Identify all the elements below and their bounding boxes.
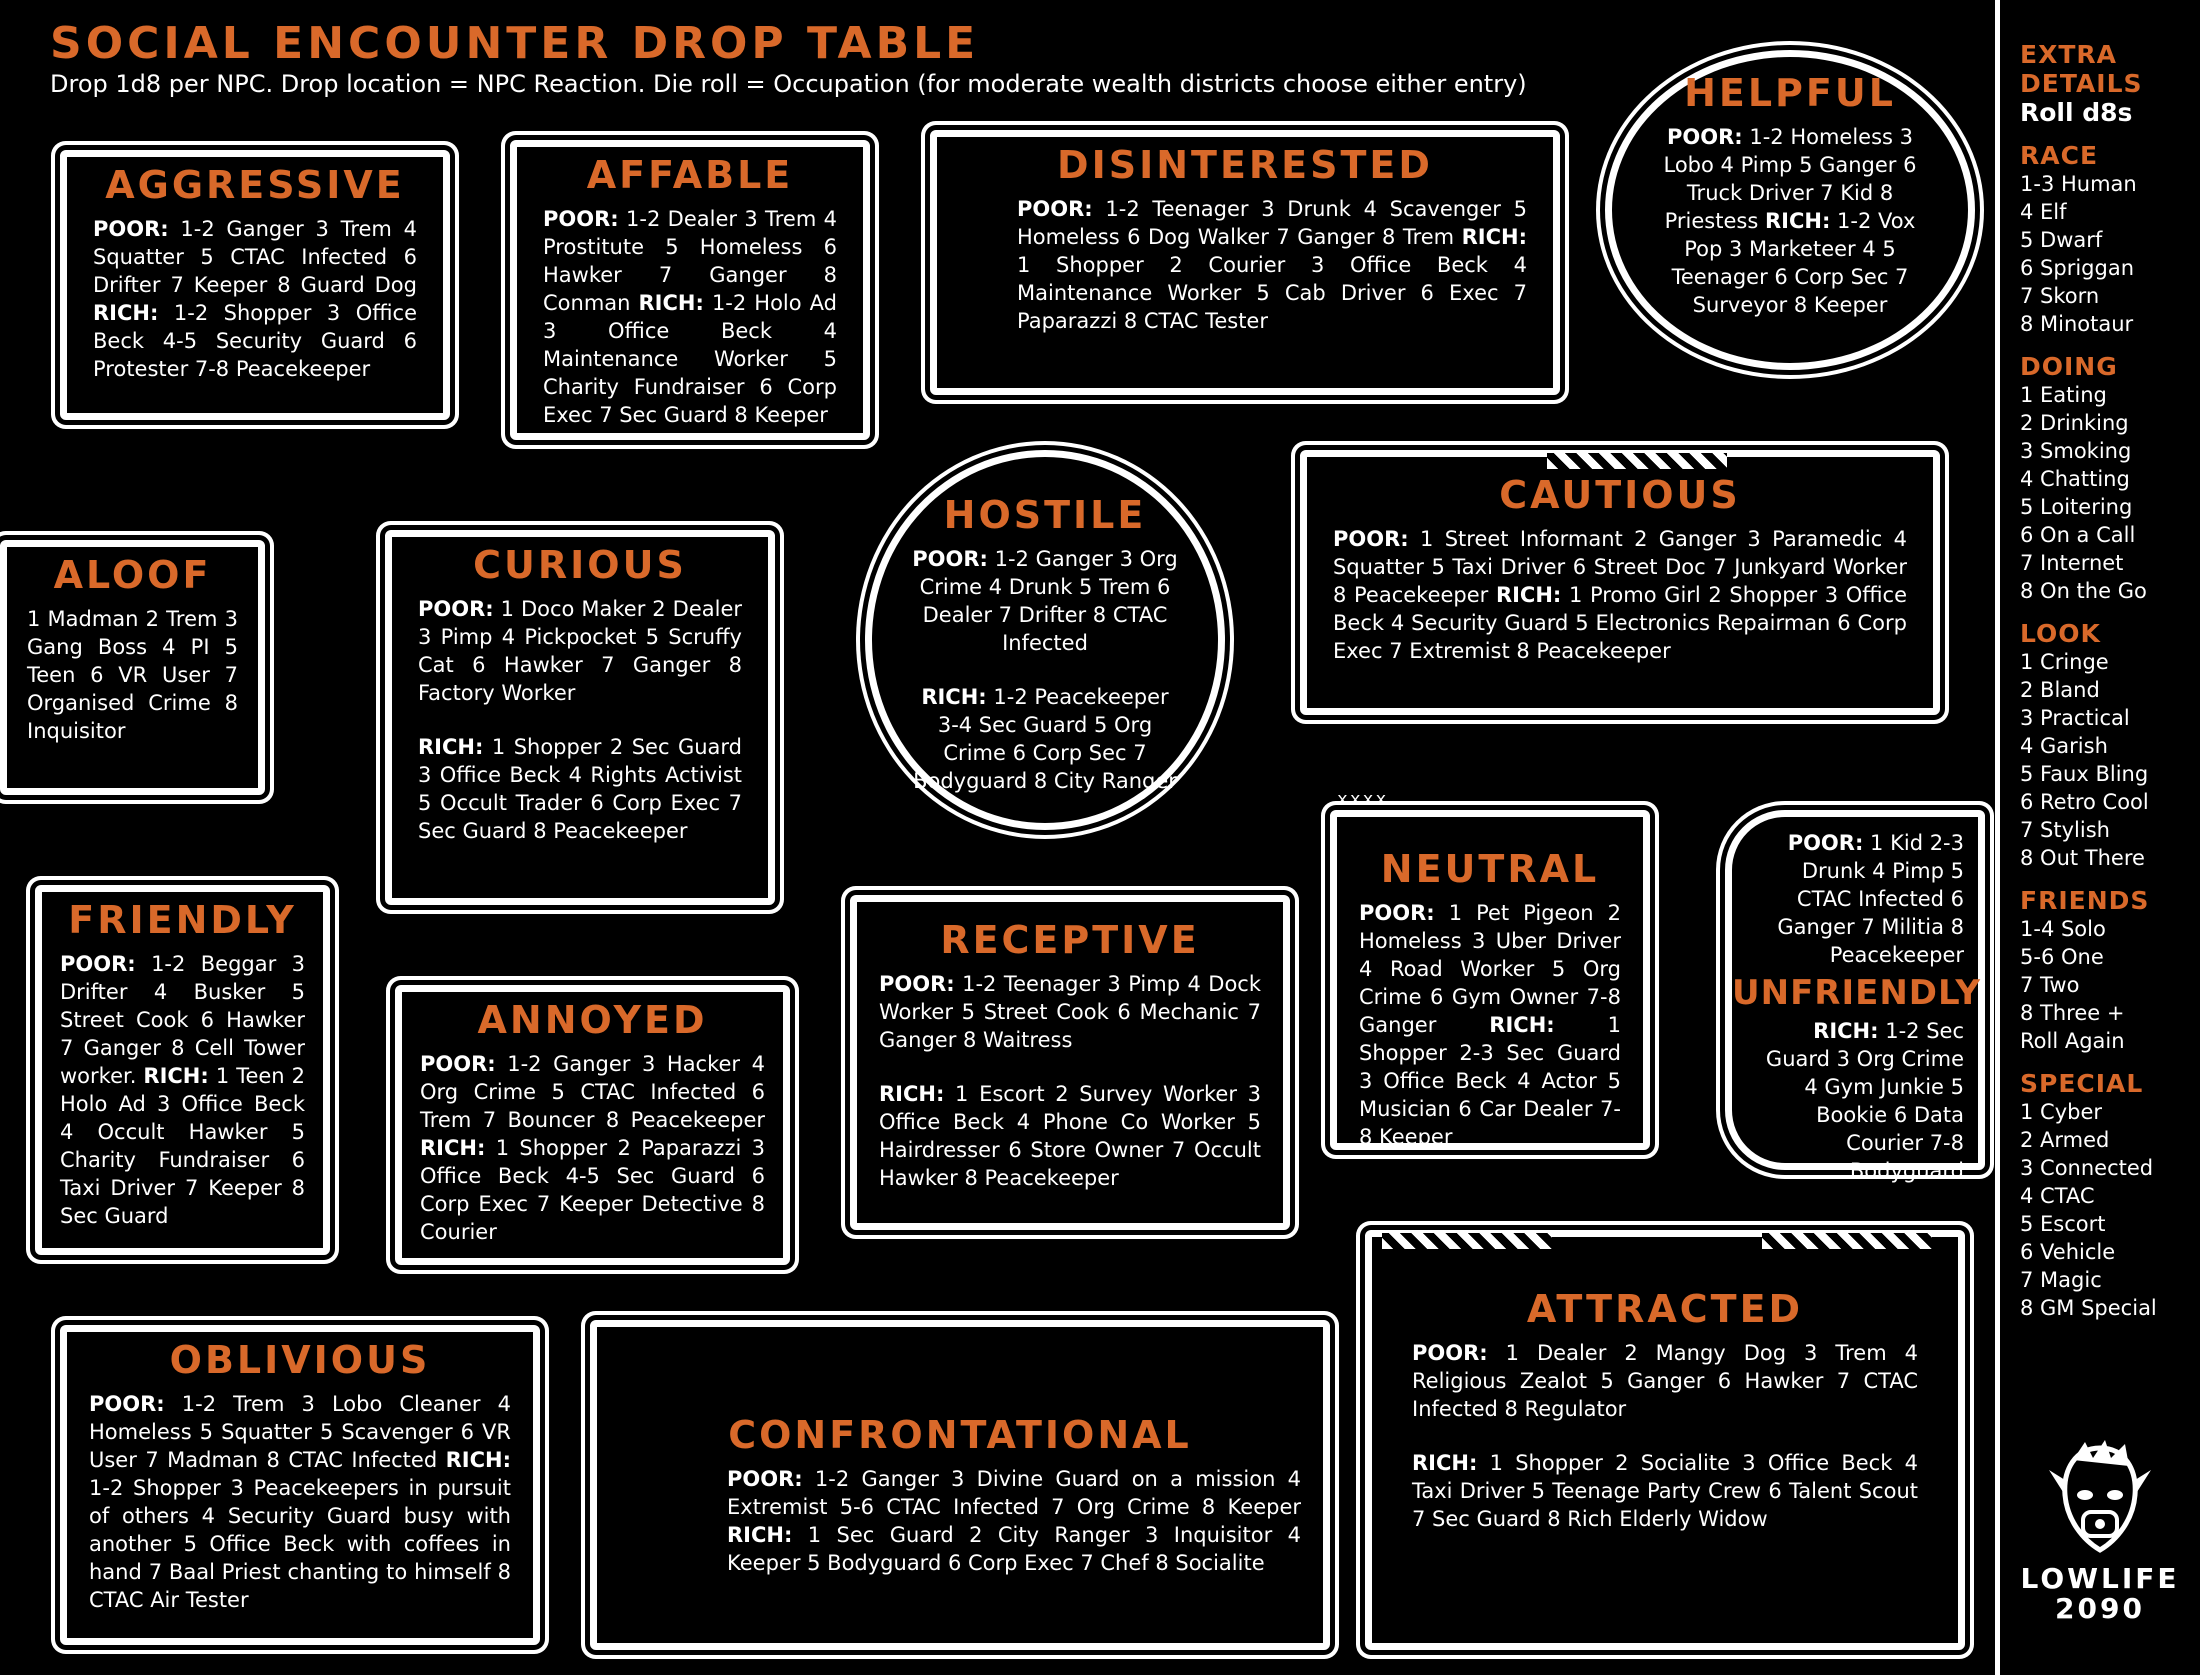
panel-title: RECEPTIVE <box>940 918 1200 962</box>
poor-label: POOR: <box>912 547 988 571</box>
panel-body <box>857 970 1283 1192</box>
rich-list: 1-2 Peacekeeper 3-4 Sec Guard 5 Org Crime 6 Corp Sec 7 Bodyguard 8 City Ranger <box>913 685 1177 793</box>
look-item: 6 Retro Cool <box>2020 790 2149 814</box>
friends-heading: FRIENDS <box>2020 886 2150 915</box>
panel-hostile <box>865 450 1225 830</box>
panel-friendly <box>35 885 330 1255</box>
panel-aggressive <box>60 150 450 420</box>
rich-label: RICH: <box>143 1064 209 1088</box>
panel-title: ANNOYED <box>477 998 708 1042</box>
poor-list: 1 Kid 2-3 Drunk 4 Pimp 5 CTAC Infected 6 Ganger 7 Militia 8 Peacekeeper <box>1777 831 1964 967</box>
race-item: 1-3 Human <box>2020 172 2137 196</box>
sidebar-divider <box>1995 0 2000 1675</box>
panel-body <box>402 1050 783 1246</box>
look-item: 2 Bland <box>2020 678 2100 702</box>
rich-label: RICH: <box>1489 1013 1555 1037</box>
rich-label: RICH: <box>879 1082 945 1106</box>
panel-title: HELPFUL <box>1684 71 1896 115</box>
special-item: 6 Vehicle <box>2020 1240 2116 1264</box>
rich-list: 1 Sec Guard 2 City Ranger 3 Inquisitor 4 Keeper 5 Bodyguard 6 Corp Exec 7 Chef 8 Socialite <box>727 1523 1301 1575</box>
doing-item: 1 Eating <box>2020 383 2107 407</box>
rich-label: RICH: <box>727 1523 793 1547</box>
race-item: 5 Dwarf <box>2020 228 2103 252</box>
panel-body <box>392 595 768 845</box>
rich-list: 1 Escort 2 Survey Worker 3 Office Beck 4 Phone Co Worker 5 Hairdresser 6 Store Owner 7 Occult Hawker 8 Peacekeeper <box>879 1082 1261 1190</box>
rich-label: RICH: <box>638 291 704 315</box>
poor-list: 1 Pet Pigeon 2 Homeless 3 Uber Driver 4 Road Worker 5 Org Crime 6 Gym Owner 7-8 Ganger <box>1359 901 1621 1037</box>
rich-label: RICH: <box>1495 583 1562 607</box>
rich-list: 1-2 Sec Guard 3 Org Crime 4 Gym Junkie 5 Bookie 6 Data Courier 7-8 Bodyguard <box>1765 1019 1964 1183</box>
page-title: SOCIAL ENCOUNTER DROP TABLE <box>50 18 980 69</box>
panel-title: UNFRIENDLY <box>1732 973 1982 1013</box>
poor-list: 1-2 Ganger 3 Org Crime 4 Drunk 5 Trem 6 Dealer 7 Drifter 8 CTAC Infected <box>919 547 1178 655</box>
panel-title: CONFRONTATIONAL <box>728 1413 1192 1457</box>
friends-item: 5-6 One <box>2020 945 2104 969</box>
doing-item: 3 Smoking <box>2020 439 2132 463</box>
poor-label: POOR: <box>1412 1341 1488 1365</box>
poor-label: POOR: <box>93 217 169 241</box>
panel-cautious <box>1300 450 1940 715</box>
aloof-list: 1 Madman 2 Trem 3 Gang Boss 4 PI 5 Teen 6 VR User 7 Organised Crime 8 Inquisitor <box>27 607 238 743</box>
panel-disinterested <box>930 130 1560 395</box>
panel-body <box>1307 525 1933 665</box>
panel-title: NEUTRAL <box>1380 847 1600 891</box>
panel-body <box>1337 899 1643 1151</box>
panel-unfriendly <box>1725 810 1985 1183</box>
poor-label: POOR: <box>1666 125 1743 149</box>
panel-body <box>42 950 323 1230</box>
panel-neutral <box>1330 789 1650 1150</box>
poor-list: 1-2 Ganger 3 Divine Guard on a mission 4 Extremist 5-6 CTAC Infected 7 Org Crime 8 Keeper <box>727 1467 1301 1519</box>
panel-body <box>517 205 863 429</box>
poor-list: 1-2 Beggar 3 Drifter 4 Busker 5 Street Cook 6 Hawker 7 Ganger 8 Cell Tower worker. <box>60 952 305 1088</box>
panel-title: CURIOUS <box>473 543 687 587</box>
poor-label: POOR: <box>879 972 955 996</box>
panel-body <box>872 545 1218 795</box>
panel-body-bottom <box>1732 1017 1978 1185</box>
rich-list: 1 Shopper 2 Paparazzi 3 Office Beck 4-5 Sec Guard 6 Corp Exec 7 Keeper Detective 8 Courier <box>420 1136 765 1244</box>
panel-attracted <box>1365 1230 1965 1650</box>
panel-aloof <box>0 540 265 795</box>
special-item: 8 GM Special <box>2020 1296 2157 1320</box>
special-item: 2 Armed <box>2020 1128 2110 1152</box>
poor-list: 1-2 Dealer 3 Trem 4 Prostitute 5 Homeless 6 Hawker 7 Ganger 8 Conman <box>543 207 837 315</box>
look-item: 7 Stylish <box>2020 818 2110 842</box>
look-item: 8 Out There <box>2020 846 2145 870</box>
doing-item: 2 Drinking <box>2020 411 2129 435</box>
poor-label: POOR: <box>1017 197 1093 221</box>
race-item: 7 Skorn <box>2020 284 2100 308</box>
race-item: 4 Elf <box>2020 200 2067 224</box>
hazard-stripe <box>1762 1233 1932 1249</box>
sidebar-heading-line1: EXTRA <box>2020 40 2118 69</box>
rich-list: 1 Promo Girl 2 Shopper 3 Office Beck 4 Security Guard 5 Electronics Repairman 6 Corp Exec 7 Extremist 8 Peacekeeper <box>1333 583 1907 663</box>
poor-label: POOR: <box>420 1052 496 1076</box>
hazard-stripe <box>1382 1233 1552 1249</box>
panel-title: ATTRACTED <box>1526 1287 1804 1331</box>
poor-label: POOR: <box>89 1392 165 1416</box>
poor-label: POOR: <box>418 597 494 621</box>
rich-label: RICH: <box>1412 1451 1478 1475</box>
panel-title: FRIENDLY <box>68 898 297 942</box>
panel-body-top <box>1732 817 1978 969</box>
panel-body <box>937 195 1553 335</box>
rich-label: RICH: <box>1813 1019 1879 1043</box>
poor-list: 1-2 Trem 3 Lobo Cleaner 4 Homeless 5 Squatter 5 Scavenger 6 VR User 7 Madman 8 CTAC Infected <box>89 1392 511 1472</box>
friends-item: 8 Three + <box>2020 1001 2125 1025</box>
doing-item: 7 Internet <box>2020 551 2124 575</box>
poor-label: POOR: <box>60 952 136 976</box>
doing-item: 8 On the Go <box>2020 579 2147 603</box>
rich-label: RICH: <box>93 301 159 325</box>
friends-item: Roll Again <box>2020 1029 2125 1053</box>
panel-body <box>67 1390 533 1614</box>
poor-list: 1-2 Homeless 3 Lobo 4 Pimp 5 Ganger 6 Truck Driver 7 Kid 8 Priestess <box>1663 125 1917 233</box>
panel-oblivious <box>60 1325 540 1645</box>
special-item: 3 Connected <box>2020 1156 2154 1180</box>
rich-list: 1 Shopper 2-3 Sec Guard 3 Office Beck 4 Actor 5 Musician 6 Car Dealer 7-8 Keeper <box>1359 1013 1621 1149</box>
rich-label: RICH: <box>418 735 484 759</box>
doing-item: 5 Loitering <box>2020 495 2133 519</box>
sidebar-heading-line2: DETAILS <box>2020 69 2143 98</box>
look-item: 5 Faux Bling <box>2020 762 2149 786</box>
sidebar-subheading: Roll d8s <box>2020 98 2133 127</box>
rich-list: 1-2 Vox Pop 3 Marketeer 4 5 Teenager 6 Corp Sec 7 Surveyor 8 Keeper <box>1671 209 1916 317</box>
lowlife-logo <box>2020 1440 2180 1624</box>
poor-list: 1 Dealer 2 Mangy Dog 3 Trem 4 Religious Zealot 5 Ganger 6 Hawker 7 CTAC Infected 8 Regulator <box>1412 1341 1918 1421</box>
rich-list: 1 Shopper 2 Sec Guard 3 Office Beck 4 Rights Activist 5 Occult Trader 6 Corp Exec 7 Sec Guard 8 Peacekeeper <box>418 735 743 843</box>
poor-label: POOR: <box>1787 831 1864 855</box>
poor-list: 1 Street Informant 2 Ganger 3 Paramedic 4 Squatter 5 Taxi Driver 6 Street Doc 7 Junkyard Worker 8 Peacekeeper <box>1333 527 1907 607</box>
panel-body <box>7 605 258 745</box>
panel-title: HOSTILE <box>943 493 1147 537</box>
extra-details-sidebar <box>2020 40 2190 1322</box>
rich-label: RICH: <box>1461 225 1527 249</box>
panel-body <box>67 215 443 383</box>
poor-list: 1-2 Teenager 3 Pimp 4 Dock Worker 5 Street Cook 6 Mechanic 7 Ganger 8 Waitress <box>879 972 1261 1052</box>
panel-title: AGGRESSIVE <box>105 163 405 207</box>
race-item: 8 Minotaur <box>2020 312 2134 336</box>
special-item: 4 CTAC <box>2020 1184 2095 1208</box>
hazard-stripe <box>1547 453 1727 469</box>
look-item: 4 Garish <box>2020 734 2108 758</box>
rich-label: RICH: <box>1764 209 1831 233</box>
panel-title: ALOOF <box>53 553 212 597</box>
poor-label: POOR: <box>543 207 619 231</box>
panel-title: AFFABLE <box>586 153 794 197</box>
panel-title: OBLIVIOUS <box>169 1338 431 1382</box>
rich-list: 1 Shopper 2 Courier 3 Office Beck 4 Maintenance Worker 5 Cab Driver 6 Exec 7 Paparazzi 8 CTAC Tester <box>1017 253 1527 333</box>
doing-item: 6 On a Call <box>2020 523 2136 547</box>
poor-label: POOR: <box>1359 901 1435 925</box>
masked-face-icon <box>2045 1440 2155 1560</box>
panel-title: CAUTIOUS <box>1499 473 1741 517</box>
rich-label: RICH: <box>921 685 987 709</box>
panel-body <box>1372 1339 1958 1533</box>
rich-list: 1 Shopper 2 Socialite 3 Office Beck 4 Taxi Driver 5 Teenage Party Crew 6 Talent Scout 7 Sec Guard 8 Rich Elderly Widow <box>1412 1451 1918 1531</box>
special-item: 7 Magic <box>2020 1268 2102 1292</box>
poor-list: 1-2 Ganger 3 Hacker 4 Org Crime 5 CTAC Infected 6 Trem 7 Bouncer 8 Peacekeeper <box>420 1052 765 1132</box>
rich-label: RICH: <box>420 1136 486 1160</box>
logo-text-line2: 2090 <box>2055 1592 2145 1625</box>
special-item: 5 Escort <box>2020 1212 2106 1236</box>
doing-heading: DOING <box>2020 352 2118 381</box>
panel-annoyed <box>395 985 790 1265</box>
x-pattern-top: xxxx <box>1337 789 1389 810</box>
panel-title: DISINTERESTED <box>1057 143 1433 187</box>
race-heading: RACE <box>2020 141 2099 170</box>
look-item: 3 Practical <box>2020 706 2130 730</box>
panel-curious <box>385 530 775 905</box>
special-item: 1 Cyber <box>2020 1100 2103 1124</box>
rich-list: 1 Teen 2 Holo Ad 3 Office Beck 4 Occult Hawker 5 Charity Fundraiser 6 Taxi Driver 7 Keeper 8 Sec Guard <box>60 1064 305 1228</box>
logo-text-line1: LOWLIFE <box>2020 1562 2180 1595</box>
poor-label: POOR: <box>727 1467 803 1491</box>
rich-list: 1-2 Shopper 3 Office Beck 4-5 Security Guard 6 Protester 7-8 Peacekeeper <box>93 301 417 381</box>
panel-body <box>1612 123 1968 319</box>
poor-label: POOR: <box>1333 527 1409 551</box>
look-item: 1 Cringe <box>2020 650 2109 674</box>
rich-label: RICH: <box>445 1448 511 1472</box>
poor-list: 1-2 Teenager 3 Drunk 4 Scavenger 5 Homeless 6 Dog Walker 7 Ganger 8 Trem <box>1017 197 1527 249</box>
special-heading: SPECIAL <box>2020 1069 2144 1098</box>
poor-list: 1-2 Ganger 3 Trem 4 Squatter 5 CTAC Infected 6 Drifter 7 Keeper 8 Guard Dog <box>93 217 417 297</box>
doing-item: 4 Chatting <box>2020 467 2130 491</box>
rich-list: 1-2 Shopper 3 Peacekeepers in pursuit of others 4 Security Guard busy with another 5 Office Beck with coffees in hand 7 Baal Priest chanting to himself 8 CTAC Air Tester <box>89 1476 511 1612</box>
page-subtitle: Drop 1d8 per NPC. Drop location = NPC Reaction. Die roll = Occupation (for moderate wealth districts choose either entry) <box>50 70 1527 98</box>
panel-receptive <box>850 895 1290 1230</box>
race-item: 6 Spriggan <box>2020 256 2135 280</box>
panel-confrontational <box>590 1320 1330 1650</box>
friends-item: 7 Two <box>2020 973 2080 997</box>
rich-list: 1-2 Holo Ad 3 Office Beck 4 Maintenance Worker 5 Charity Fundraiser 6 Corp Exec 7 Sec Guard 8 Keeper <box>543 291 837 427</box>
look-heading: LOOK <box>2020 619 2101 648</box>
friends-item: 1-4 Solo <box>2020 917 2106 941</box>
panel-affable <box>510 140 870 440</box>
panel-helpful <box>1605 50 1975 370</box>
poor-list: 1 Doco Maker 2 Dealer 3 Pimp 4 Pickpocket 5 Scruffy Cat 6 Hawker 7 Ganger 8 Factory Worker <box>418 597 742 705</box>
panel-body <box>597 1465 1323 1577</box>
